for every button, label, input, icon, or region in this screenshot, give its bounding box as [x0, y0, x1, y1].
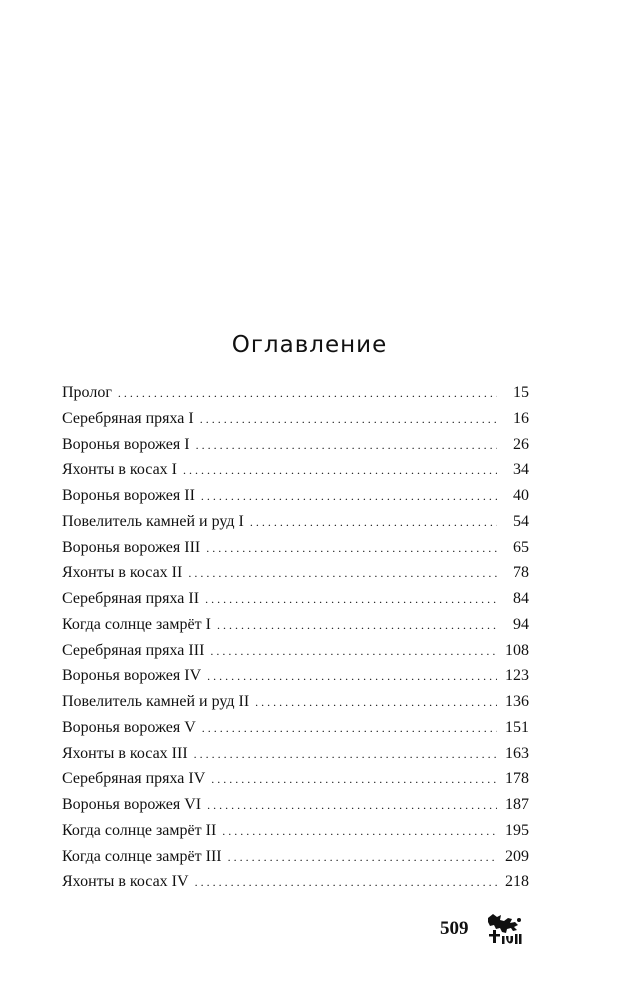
- dot-leader: [200, 407, 497, 433]
- toc-entry-title: Серебряная пряха III: [62, 641, 205, 659]
- toc-entry-page: 195: [505, 821, 529, 839]
- toc-entry: [62, 766, 529, 792]
- toc-entry-title: Серебряная пряха I: [62, 409, 194, 427]
- toc-entry: [62, 844, 529, 870]
- toc-entry: [62, 715, 529, 741]
- toc-entry-title: Когда солнце замрёт I: [62, 615, 211, 633]
- toc-entry-title: Яхонты в косах II: [62, 564, 183, 582]
- toc-entry-page: 187: [505, 796, 529, 813]
- toc-entry: [62, 483, 529, 509]
- dot-leader: [205, 587, 497, 613]
- toc-entry: [62, 612, 529, 638]
- toc-entry-page: 40: [513, 487, 529, 504]
- toc-entry-title: Воронья ворожея III: [62, 538, 201, 556]
- dot-leader: [255, 690, 497, 716]
- dot-leader: [202, 716, 497, 742]
- toc-entry: [62, 689, 529, 715]
- toc-entry-title: Воронья ворожея II: [62, 487, 195, 504]
- toc-entry-title: Воронья ворожея IV: [62, 667, 202, 685]
- toc-entry-page: 163: [505, 744, 529, 762]
- toc-entry: [62, 560, 529, 586]
- toc-entry-title: Повелитель камней и руд I: [62, 512, 244, 530]
- dot-leader: [207, 664, 497, 690]
- toc-entry-page: 151: [505, 718, 529, 736]
- toc-entry: [62, 663, 529, 689]
- toc-entry: [62, 638, 529, 664]
- toc-entry-page: 218: [505, 873, 529, 891]
- toc-entry: [62, 869, 529, 895]
- toc-entry-title: Когда солнце замрёт III: [62, 847, 222, 865]
- dot-leader: [118, 381, 497, 407]
- toc-entry-page: 16: [513, 409, 529, 427]
- toc-entry: [62, 535, 529, 561]
- toc-entry-page: 209: [505, 847, 529, 865]
- toc-entry: [62, 509, 529, 535]
- dot-leader: [196, 433, 497, 459]
- dot-leader: [210, 639, 497, 665]
- toc-entry-page: 26: [513, 435, 529, 453]
- dot-leader: [250, 510, 497, 536]
- toc-entry-page: 108: [505, 641, 529, 659]
- toc-entry-title: Серебряная пряха IV: [62, 770, 206, 788]
- toc-entry-page: 65: [513, 538, 529, 556]
- dot-leader: [201, 484, 497, 510]
- toc-entry: [62, 457, 529, 483]
- toc-entry: [62, 406, 529, 432]
- toc-entry-page: 54: [513, 512, 529, 530]
- toc-entry-page: 15: [513, 384, 529, 401]
- toc-entry-title: Яхонты в косах III: [62, 744, 188, 762]
- toc-entry-title: Яхонты в косах IV: [62, 873, 189, 891]
- toc-entry-title: Когда солнце замрёт II: [62, 821, 217, 839]
- toc-entry-page: 84: [513, 590, 529, 607]
- toc-entry-title: Серебряная пряха II: [62, 590, 200, 607]
- toc-entry-title: Пролог: [62, 384, 112, 401]
- dot-leader: [195, 870, 497, 896]
- toc-entry-page: 94: [513, 615, 529, 633]
- toc-entry-title: Воронья ворожея V: [62, 718, 196, 736]
- toc-entry-title: Повелитель камней и руд II: [62, 693, 250, 710]
- toc-entry-page: 178: [505, 770, 529, 788]
- toc-entry: [62, 380, 529, 406]
- toc-entry: [62, 818, 529, 844]
- dot-leader: [211, 767, 497, 793]
- dot-leader: [188, 561, 497, 587]
- toc-entry: [62, 586, 529, 612]
- toc-entry-title: Воронья ворожея I: [62, 435, 190, 453]
- dot-leader: [183, 458, 497, 484]
- page-title: Оглавление: [231, 332, 388, 358]
- page-number: 509: [440, 918, 469, 939]
- toc-entry-page: 123: [505, 667, 529, 685]
- toc-entry-page: 78: [513, 564, 529, 582]
- toc-entry-title: Яхонты в косах I: [62, 461, 178, 479]
- dot-leader: [228, 845, 497, 871]
- dot-leader: [222, 819, 497, 845]
- toc-entry: [62, 792, 529, 818]
- decorative-beast-icon: [484, 912, 524, 946]
- dot-leader: [194, 742, 497, 768]
- toc-entry-page: 136: [505, 693, 529, 710]
- table-of-contents: [62, 380, 529, 895]
- dot-leader: [207, 793, 497, 819]
- dot-leader: [217, 613, 497, 639]
- toc-entry-title: Воронья ворожея VI: [62, 796, 202, 813]
- toc-entry: [62, 741, 529, 767]
- dot-leader: [206, 536, 497, 562]
- toc-entry: [62, 432, 529, 458]
- toc-entry-page: 34: [513, 461, 529, 479]
